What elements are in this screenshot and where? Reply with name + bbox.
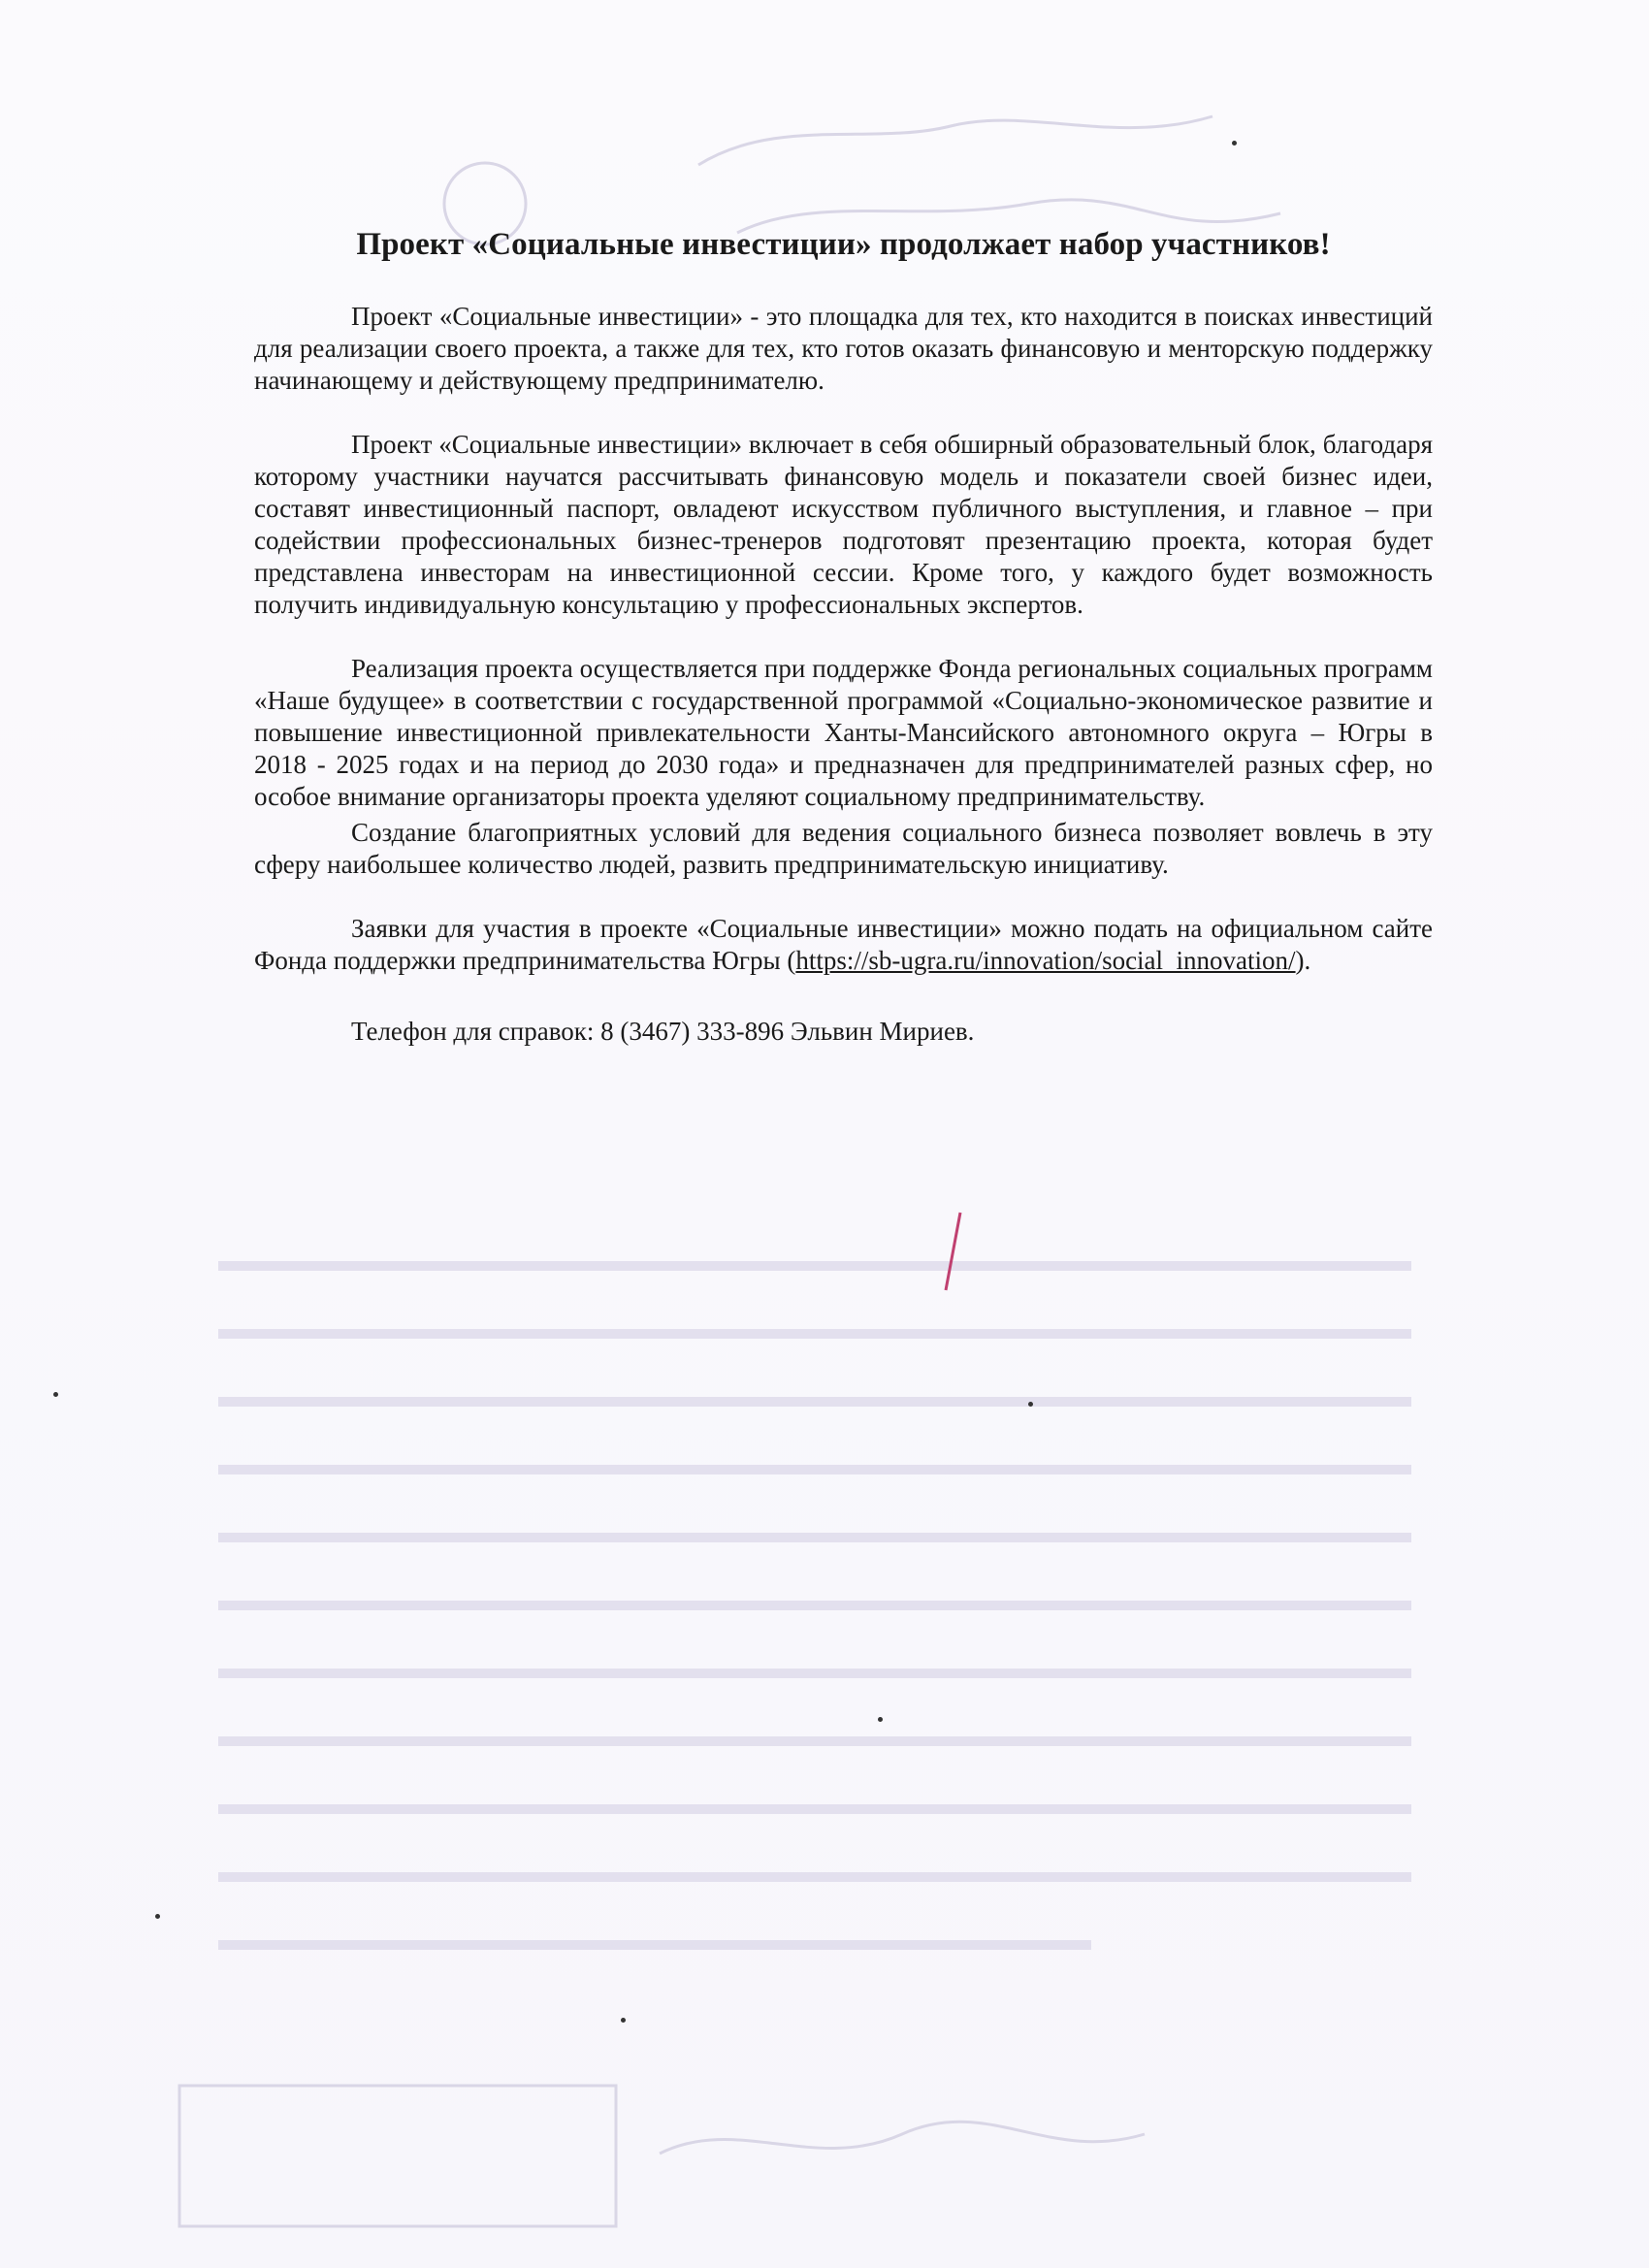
ghost-line xyxy=(218,1872,1411,1882)
ghost-line xyxy=(218,1397,1411,1407)
ghost-signature xyxy=(698,116,1212,165)
dust-speck xyxy=(621,2018,626,2023)
ghost-line xyxy=(218,1533,1411,1542)
paragraph-applications xyxy=(254,913,1433,977)
applications-link[interactable]: https://sb-ugra.ru/innovation/social_innovation/ xyxy=(795,946,1296,975)
dust-speck xyxy=(1232,141,1237,146)
dust-speck xyxy=(155,1914,160,1919)
ghost-line xyxy=(218,1601,1411,1610)
paragraph-education: Проект «Социальные инвестиции» включает в себя обширный образовательный блок, благодаря которому участники научатся рассчитывать финансовую модель и показатели своей бизнес идеи, составят инвестиционный паспорт, овладеют искусством публичного выступления, и главное – при содействии профессиональных бизнес-тренеров подготовят презентацию проекта, которая будет представлена инвесторам на инвестиционной сессии. Кроме того, у каждого будет возможность получить индивидуальную консультацию у профессиональных экспертов. xyxy=(254,430,1433,619)
ghost-line xyxy=(218,1261,1411,1271)
dust-speck xyxy=(53,1392,58,1397)
ghost-signature-3 xyxy=(660,2122,1145,2154)
paragraph-social-business: Создание благоприятных условий для ведения социального бизнеса позволяет вовлечь в эту сферу наибольшее количество людей, развить предпринимательскую инициативу. xyxy=(254,818,1433,879)
ghost-line xyxy=(218,1804,1411,1814)
document-title: Проект «Социальные инвестиции» продолжает набор участников! xyxy=(356,227,1331,262)
ghost-stamp-box xyxy=(179,2086,616,2226)
ghost-line xyxy=(218,1940,1091,1950)
dust-speck xyxy=(878,1717,883,1722)
paragraph-intro: Проект «Социальные инвестиции» - это площадка для тех, кто находится в поисках инвестиций для реализации своего проекта, а также для тех, кто готов оказать финансовую и менторскую поддержку начинающему и действующему предпринимателю. xyxy=(254,302,1433,395)
ghost-line xyxy=(218,1329,1411,1339)
ghost-line xyxy=(218,1736,1411,1746)
ghost-line xyxy=(218,1465,1411,1474)
contact-phone: Телефон для справок: 8 (3467) 333-896 Эльвин Мириев. xyxy=(351,1017,975,1046)
applications-text: Заявки для участия в проекте «Социальные инвестиции» можно подать на официальном сайте Фонда поддержки предпринимательства Югры ( xyxy=(254,914,1433,975)
applications-text-end: ). xyxy=(1295,946,1311,975)
ghost-line xyxy=(218,1669,1411,1678)
dust-speck xyxy=(1028,1402,1033,1407)
document-body xyxy=(254,223,1433,1074)
pen-mark xyxy=(946,1213,960,1290)
paragraph-implementation: Реализация проекта осуществляется при поддержке Фонда региональных социальных программ «Наше будущее» в соответствии с государственной программой «Социально-экономическое развитие и повышение инвестиционной привлекательности Ханты-Мансийского автономного округа – Югры в 2018 - 2025 годах и на период до 2030 года» и предназначен для предпринимателей разных сфер, но особое внимание организаторы проекта уделяют социальному предпринимательству. xyxy=(254,654,1433,811)
